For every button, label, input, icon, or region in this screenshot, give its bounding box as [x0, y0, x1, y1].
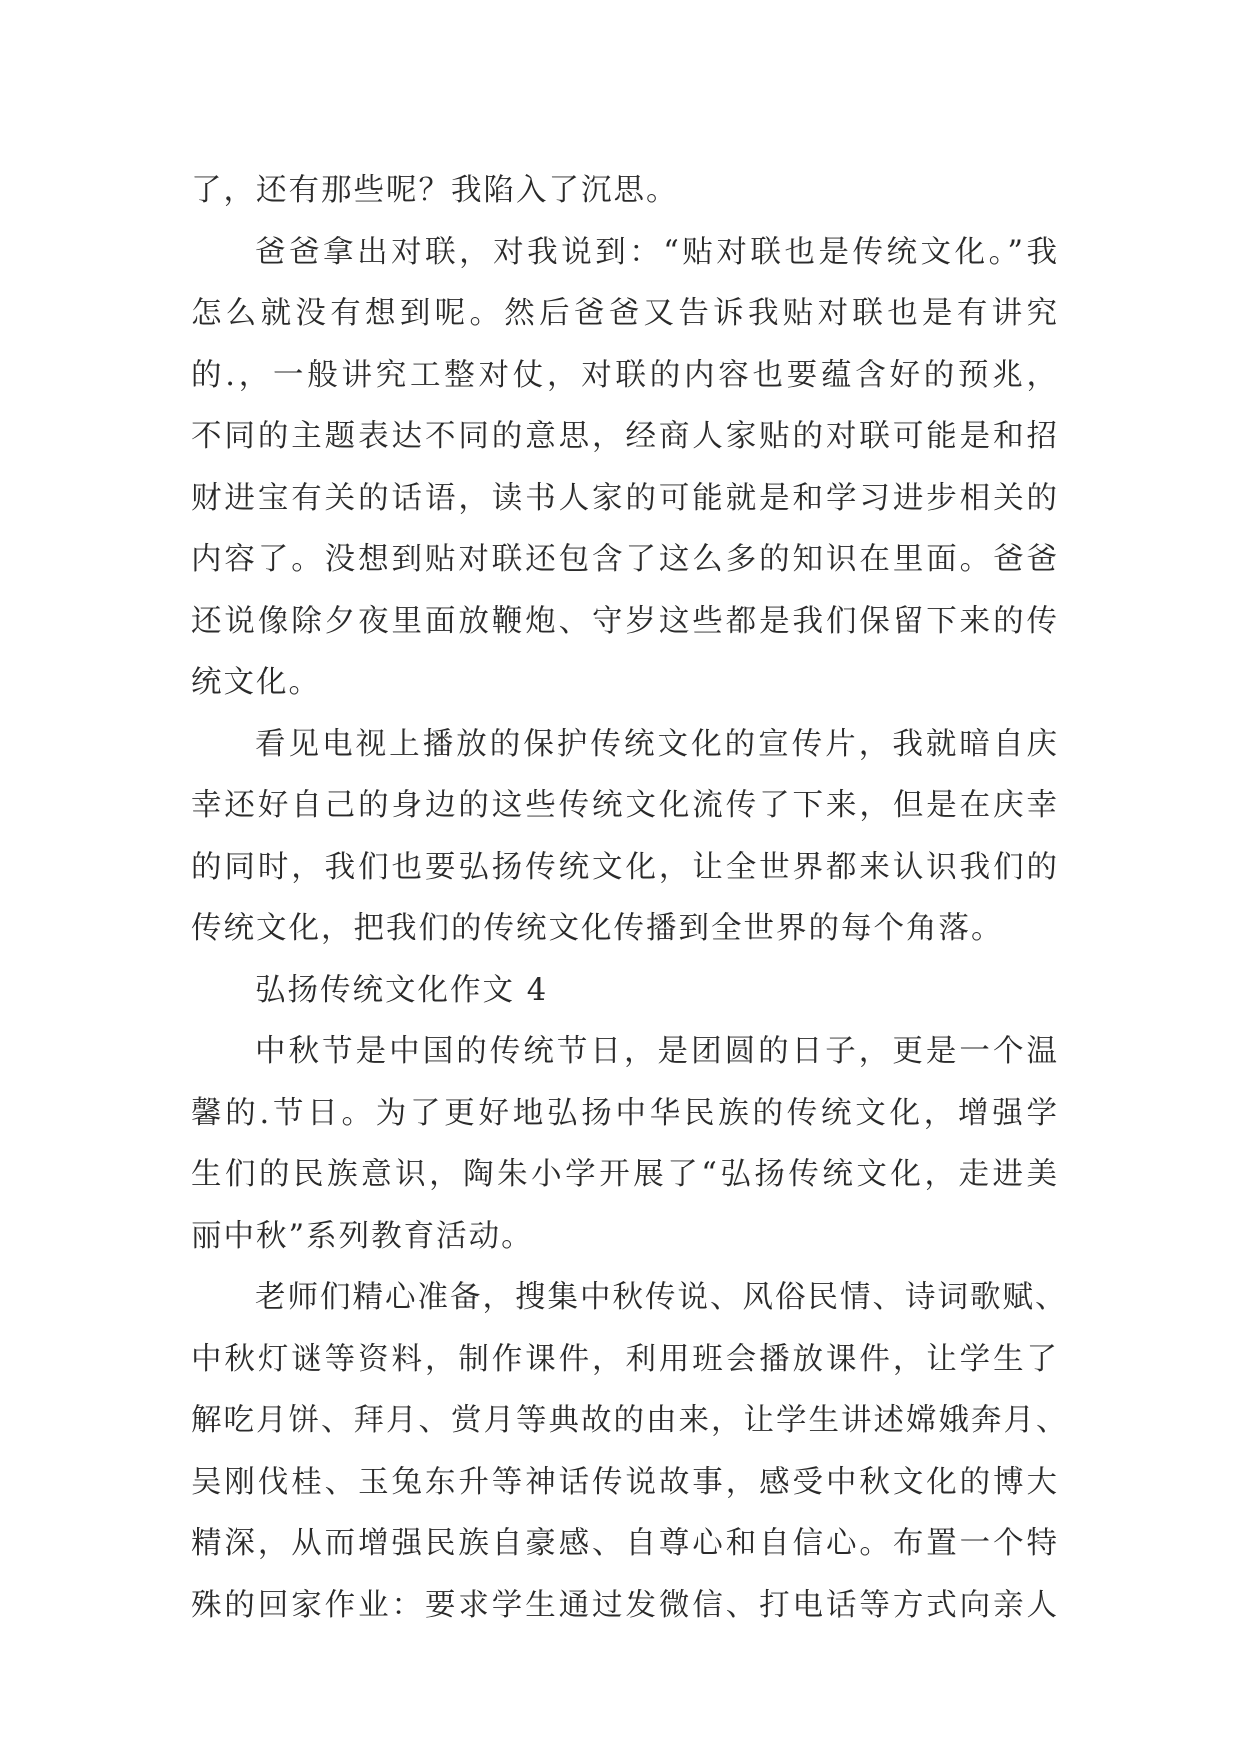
- text-line: 不同的主题表达不同的意思，经商人家贴的对联可能是和招: [191, 419, 1059, 454]
- text-line: 丽中秋”系列教育活动。: [191, 1218, 534, 1254]
- text-line: 财进宝有关的话语，读书人家的可能就是和学习进步相关的: [191, 480, 1059, 516]
- text-line: 精深，从而增强民族自豪感、自尊心和自信心。布置一个特: [191, 1526, 1059, 1561]
- text-line: 还说像除夕夜里面放鞭炮、守岁这些都是我们保留下来的传: [191, 603, 1059, 639]
- text-line: 生们的民族意识，陶朱小学开展了“弘扬传统文化，走进美: [191, 1157, 1059, 1192]
- text-line: 弘扬传统文化作文 4: [255, 972, 549, 1008]
- text-line: 了，还有那些呢？我陷入了沉思。: [191, 173, 679, 208]
- document-body: [191, 160, 1069, 1636]
- text-line: 幸还好自己的身边的这些传统文化流传了下来，但是在庆幸: [191, 788, 1059, 823]
- text-line: 传统文化，把我们的传统文化传播到全世界的每个角落。: [191, 911, 1004, 946]
- text-line: 看见电视上播放的保护传统文化的宣传片，我就暗自庆: [255, 726, 1059, 762]
- text-line: 统文化。: [191, 665, 321, 700]
- text-line: 殊的回家作业：要求学生通过发微信、打电话等方式向亲人: [191, 1587, 1059, 1623]
- text-line: 解吃月饼、拜月、赏月等典故的由来，让学生讲述嫦娥奔月、: [191, 1403, 1069, 1438]
- text-line: 馨的.节日。为了更好地弘扬中华民族的传统文化，增强学: [191, 1095, 1059, 1131]
- text-line: 吴刚伐桂、玉兔东升等神话传说故事，感受中秋文化的博大: [191, 1464, 1059, 1500]
- text-line: 爸爸拿出对联，对我说到：“贴对联也是传统文化。”我: [255, 234, 1059, 270]
- text-line: 怎么就没有想到呢。然后爸爸又告诉我贴对联也是有讲究: [191, 296, 1059, 331]
- text-line: 中秋节是中国的传统节日，是团圆的日子，更是一个温: [255, 1034, 1059, 1069]
- text-line: 中秋灯谜等资料，制作课件，利用班会播放课件，让学生了: [191, 1341, 1059, 1377]
- text-line: 的同时，我们也要弘扬传统文化，让全世界都来认识我们的: [191, 849, 1059, 885]
- text-line: 老师们精心准备，搜集中秋传说、风俗民情、诗词歌赋、: [255, 1280, 1068, 1315]
- text-line: 的.，一般讲究工整对仗，对联的内容也要蕴含好的预兆，: [191, 357, 1059, 393]
- text-line: 内容了。没想到贴对联还包含了这么多的知识在里面。爸爸: [191, 542, 1059, 577]
